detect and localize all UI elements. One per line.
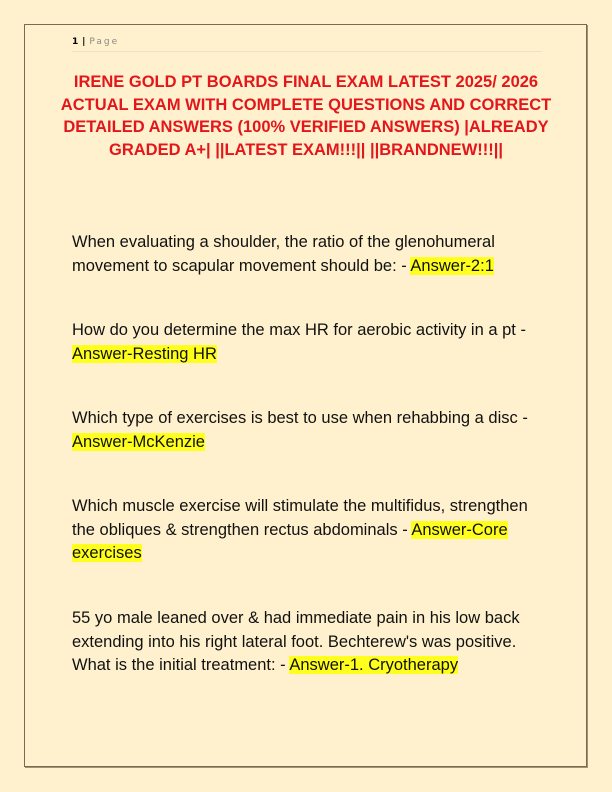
answer-text: Answer-Core exercises [72, 520, 508, 562]
document-title: IRENE GOLD PT BOARDS FINAL EXAM LATEST 2025/ 2026 ACTUAL EXAM WITH COMPLETE QUESTIONS AND CORRECT DETAILED ANSWERS (100% VERIFIED ANSWERS) |ALREADY GRADED A+| ||LATEST EXAM!!!|| ||BRANDNEW!!!|| [60, 73, 552, 159]
qa-item [72, 231, 547, 278]
question-text: How do you determine the max HR for aerobic activity in a pt - [72, 321, 526, 339]
question-text: Which type of exercises is best to use when rehabbing a disc - [72, 409, 528, 427]
question-text: When evaluating a shoulder, the ratio of the glenohumeral movement to scapular movement should be: - [72, 233, 495, 275]
question-text: Which muscle exercise will stimulate the multifidus, strengthen the obliques & strengthen rectus abdominals - [72, 497, 528, 539]
qa-item [72, 319, 547, 366]
answer-text: Answer-McKenzie [72, 432, 205, 451]
header-divider [72, 51, 542, 52]
answer-text: Answer-1. Cryotherapy [289, 656, 459, 674]
page-label: Page [89, 37, 120, 47]
answer-text: Answer-Resting HR [72, 344, 217, 363]
qa-item [72, 495, 547, 566]
page-header [72, 36, 542, 48]
qa-item [72, 607, 547, 678]
header-separator: | [82, 37, 86, 47]
qa-item [72, 407, 547, 454]
page-number: 1 [72, 37, 79, 47]
question-text: 55 yo male leaned over & had immediate pain in his low back extending into his right lateral foot. Bechterew's was positive. What is the initial treatment: - [72, 609, 520, 674]
answer-text: Answer-2:1 [410, 256, 494, 275]
